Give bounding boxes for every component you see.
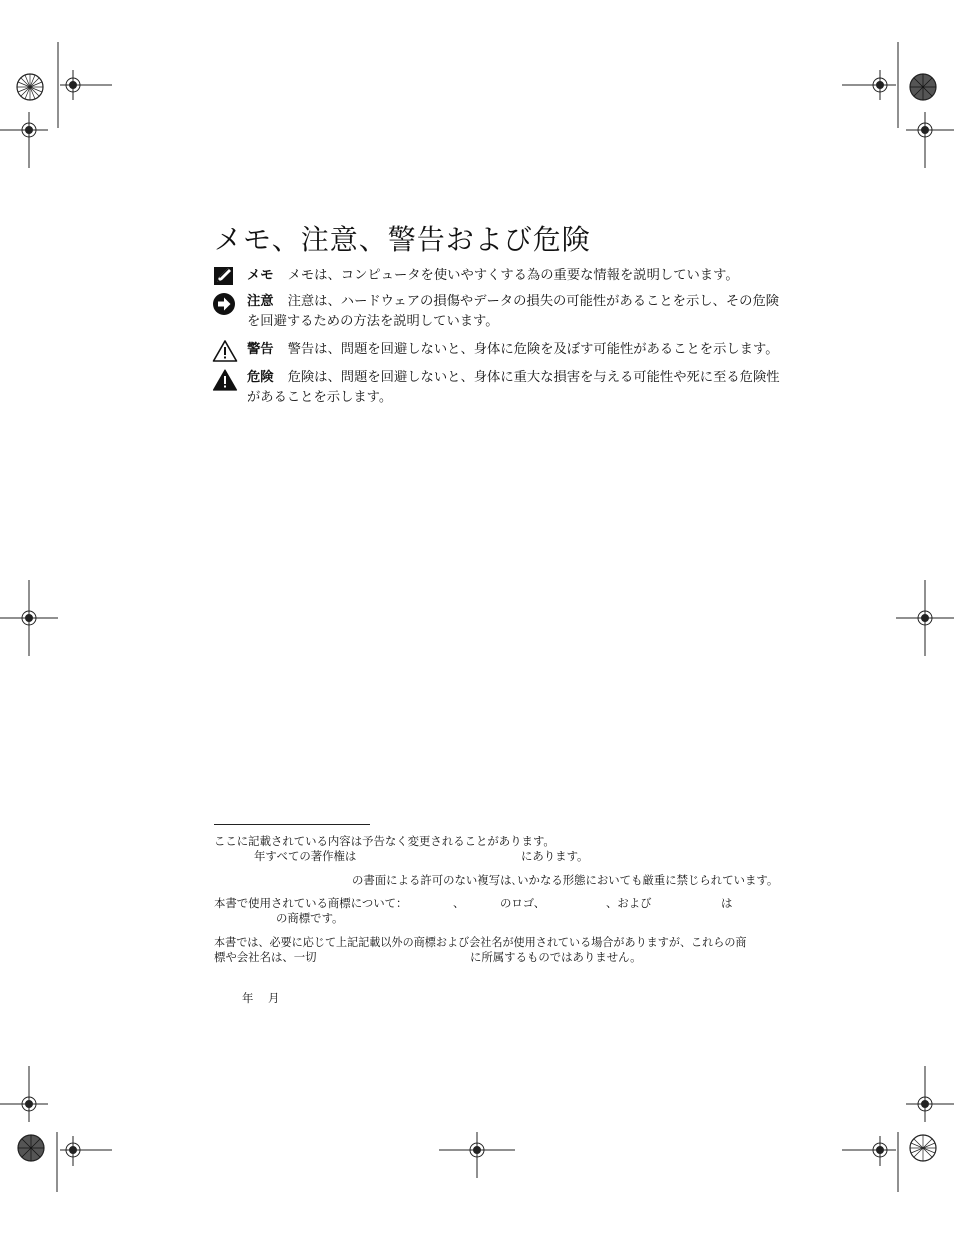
danger-text-line1: 危険は、問題を回避しないと、身体に重大な損害を与える可能性や死に至る危険性 [287, 370, 780, 385]
date-month: 月 [268, 991, 280, 1005]
registration-mark-bottom-center [437, 1130, 517, 1180]
note-text: メモは、コンピュータを使いやすくする為の重要な情報を説明しています。 [287, 268, 739, 283]
caution-notice [212, 292, 822, 334]
registration-mark-top-right [834, 0, 954, 170]
fineprint-p2 [214, 873, 824, 888]
registration-mark-top-left [0, 0, 120, 170]
fineprint-p3-line1 [214, 896, 824, 911]
page-title: メモ、注意、警告および危険 [214, 223, 591, 256]
fineprint-p1-line2 [214, 849, 824, 864]
fineprint-p4-line2 [214, 950, 824, 965]
footnote-divider [214, 824, 370, 825]
fineprint-p1-line1: ここに記載されている内容は予告なく変更されることがあります。 [214, 834, 555, 848]
arrow-circle-icon [212, 292, 238, 318]
note-notice [212, 265, 822, 287]
caution-text-line2: を回避するための方法を説明しています。 [247, 314, 499, 329]
warning-notice [212, 339, 822, 363]
note-label: メモ [247, 268, 274, 283]
caution-label: 注意 [247, 294, 274, 309]
trademark-separator: 、 [453, 896, 465, 910]
registration-mark-mid-right [894, 578, 954, 658]
pencil-note-icon [212, 265, 238, 291]
trademark-and-text: 、および [606, 896, 652, 910]
caution-text-line1: 注意は、ハードウェアの損傷やデータの損失の可能性があることを示し、その危険 [287, 294, 780, 309]
danger-triangle-filled-icon [212, 368, 238, 394]
trademark-intro: 本書で使用されている商標について： [214, 896, 408, 910]
other-trademarks-text: 標や会社名は、一切 [214, 950, 317, 964]
registration-mark-mid-left [0, 578, 60, 658]
danger-notice [212, 368, 822, 410]
publication-date [214, 991, 824, 1006]
trademark-logo-text: のロゴ、 [500, 896, 546, 910]
registration-mark-bottom-right [834, 1060, 954, 1235]
warning-triangle-outline-icon [212, 339, 238, 365]
copyright-owner-text: にあります。 [521, 849, 589, 863]
reproduction-notice: の書面による許可のない複写は､いかなる形態においても厳重に禁じられています。 [352, 873, 779, 887]
date-year: 年 [242, 991, 254, 1005]
warning-text: 警告は、問題を回避しないと、身体に危険を及ぼす可能性があることを示します。 [287, 342, 779, 357]
danger-label: 危険 [247, 370, 274, 385]
fineprint-p4-line1: 本書では、必要に応じて上記記載以外の商標および会社名が使用されている場合がありますが、これらの商 [214, 936, 747, 949]
fineprint-p3-line2 [214, 911, 824, 926]
trademark-topic-text: は [721, 896, 733, 910]
copyright-text: 年すべての著作権は [254, 849, 357, 863]
warning-label: 警告 [247, 342, 274, 357]
trademark-owner-text: の商標です。 [276, 911, 344, 925]
registration-mark-bottom-left [0, 1060, 120, 1235]
danger-text-line2: があることを示します。 [247, 390, 393, 405]
other-trademarks-disclaimer: に所属するものではありません。 [470, 950, 642, 964]
